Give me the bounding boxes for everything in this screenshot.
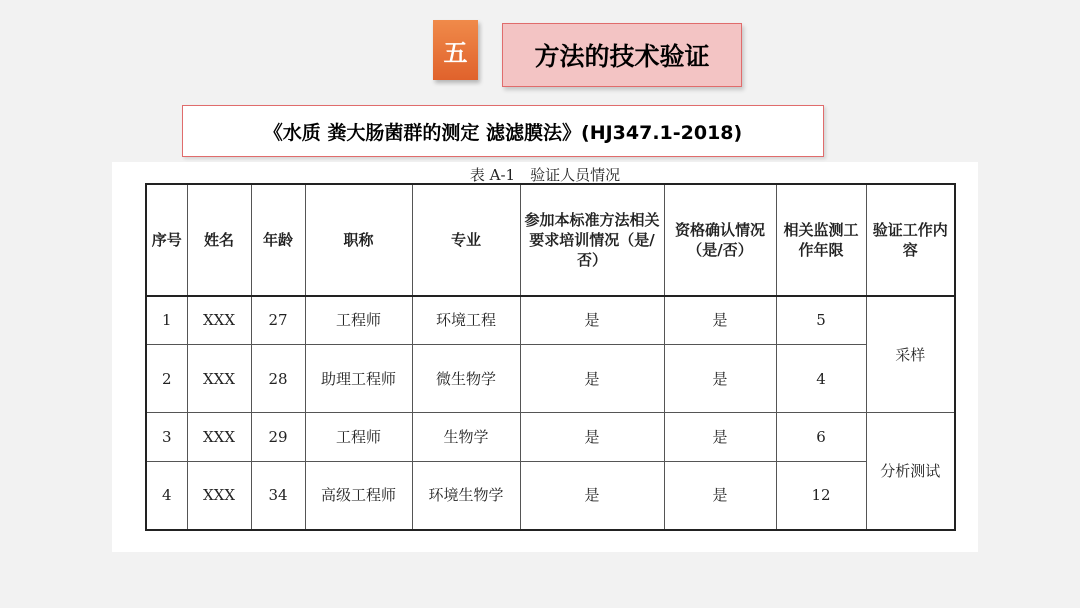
cell-training: 是 (520, 344, 664, 413)
cell-training: 是 (520, 296, 664, 344)
cell-title: 高级工程师 (305, 461, 412, 530)
cell-qualified: 是 (664, 296, 776, 344)
table-row (146, 413, 955, 461)
cell-years: 6 (776, 413, 866, 461)
table-caption: 表 A-1 验证人员情况 (469, 166, 621, 184)
header-years: 相关监测工作年限 (776, 184, 866, 296)
cell-major: 生物学 (412, 413, 520, 461)
cell-years: 5 (776, 296, 866, 344)
cell-no: 1 (146, 296, 187, 344)
cell-major: 环境生物学 (412, 461, 520, 530)
header-no: 序号 (146, 184, 187, 296)
cell-training: 是 (520, 461, 664, 530)
cell-major: 环境工程 (412, 296, 520, 344)
cell-content-sampling: 采样 (866, 296, 955, 413)
cell-qualified: 是 (664, 344, 776, 413)
section-number-badge (433, 20, 478, 80)
cell-age: 28 (251, 344, 305, 413)
cell-major: 微生物学 (412, 344, 520, 413)
cell-qualified: 是 (664, 413, 776, 461)
cell-years: 4 (776, 344, 866, 413)
cell-title: 工程师 (305, 413, 412, 461)
table-row (146, 344, 955, 413)
header-content: 验证工作内容 (866, 184, 955, 296)
cell-content-analysis: 分析测试 (866, 413, 955, 530)
cell-name: XXX (187, 461, 251, 530)
cell-no: 2 (146, 344, 187, 413)
cell-age: 34 (251, 461, 305, 530)
header-title: 职称 (305, 184, 412, 296)
header-qualified: 资格确认情况（是/否） (664, 184, 776, 296)
header-name: 姓名 (187, 184, 251, 296)
cell-no: 4 (146, 461, 187, 530)
slide-title-box (502, 23, 742, 87)
cell-age: 27 (251, 296, 305, 344)
cell-age: 29 (251, 413, 305, 461)
table-row (146, 461, 955, 530)
standard-title: 《水质 粪大肠菌群的测定 滤滤膜法》(HJ347.1-2018) (263, 121, 743, 144)
table-header-row (146, 184, 955, 296)
table-row (146, 296, 955, 344)
slide-title: 方法的技术验证 (534, 42, 710, 71)
cell-name: XXX (187, 413, 251, 461)
cell-qualified: 是 (664, 461, 776, 530)
cell-no: 3 (146, 413, 187, 461)
header-age: 年龄 (251, 184, 305, 296)
header-training: 参加本标准方法相关要求培训情况（是/否） (520, 184, 664, 296)
table-document-image (112, 162, 978, 552)
cell-name: XXX (187, 344, 251, 413)
personnel-table (145, 183, 956, 531)
cell-title: 工程师 (305, 296, 412, 344)
section-number: 五 (443, 38, 468, 67)
cell-training: 是 (520, 413, 664, 461)
cell-years: 12 (776, 461, 866, 530)
cell-name: XXX (187, 296, 251, 344)
header-major: 专业 (412, 184, 520, 296)
cell-title: 助理工程师 (305, 344, 412, 413)
standard-title-box (182, 105, 824, 157)
